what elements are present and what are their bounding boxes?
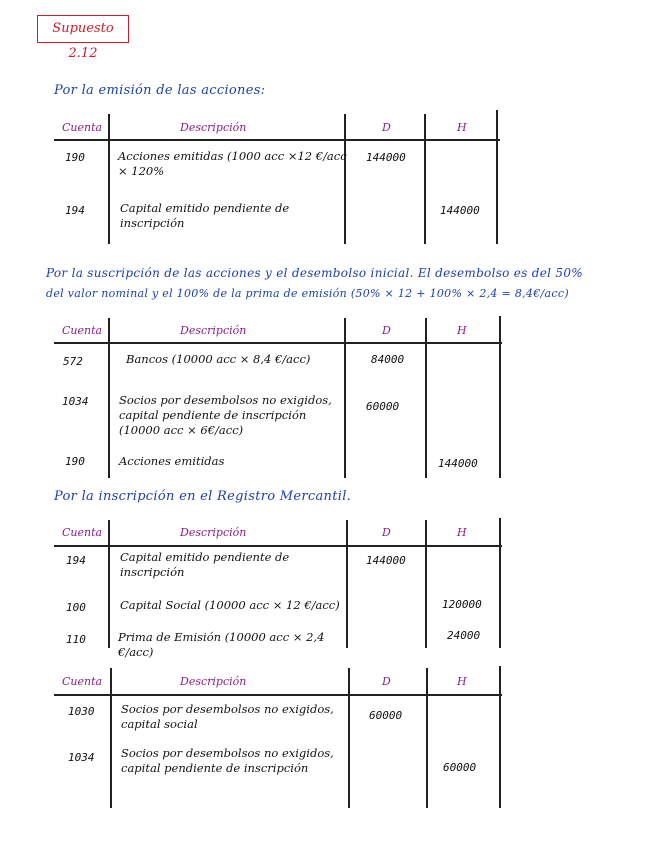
- document-title: Supuesto 2.12: [37, 15, 129, 43]
- table-row-cuenta: 190: [65, 151, 85, 164]
- column-divider: [108, 114, 110, 244]
- column-divider: [108, 318, 110, 478]
- column-divider: [108, 520, 110, 648]
- table-row-cuenta: 110: [66, 633, 86, 646]
- col-header-cuenta: Cuenta: [62, 675, 103, 688]
- table-row-debe: 84000: [371, 353, 405, 366]
- col-header-haber: H: [457, 324, 467, 337]
- header-rule: [54, 139, 500, 141]
- col-header-cuenta: Cuenta: [62, 526, 103, 539]
- col-header-haber: H: [457, 675, 467, 688]
- table-row-cuenta: 194: [65, 204, 85, 217]
- table-row-cuenta: 1030: [68, 705, 95, 718]
- table-row-haber: 60000: [443, 761, 477, 774]
- col-header-debe: D: [382, 526, 391, 539]
- column-divider: [499, 316, 501, 478]
- column-divider: [499, 518, 501, 648]
- col-header-debe: D: [382, 121, 391, 134]
- table-row-cuenta: 190: [65, 455, 85, 468]
- col-header-descripcion: Descripción: [180, 675, 247, 688]
- header-rule: [54, 342, 502, 344]
- column-divider: [425, 520, 427, 648]
- table-row-haber: 120000: [442, 598, 482, 611]
- column-divider: [496, 110, 498, 244]
- column-divider: [110, 668, 112, 808]
- header-rule: [54, 545, 502, 547]
- col-header-descripcion: Descripción: [180, 121, 247, 134]
- table-row-debe: 144000: [366, 151, 406, 164]
- col-header-debe: D: [382, 675, 391, 688]
- section-2-heading-line-2: del valor nominal y el 100% de la prima de emisión (50% × 12 + 100% × 2,4 = 8,4€/acc): [46, 287, 569, 300]
- col-header-haber: H: [457, 121, 467, 134]
- table-row-debe: 60000: [369, 709, 403, 722]
- table-row-descripcion: Capital emitido pendiente de inscripción: [120, 201, 290, 230]
- table-row-descripcion: Capital Social (10000 acc × 12 €/acc): [120, 598, 340, 612]
- table-row-cuenta: 100: [66, 601, 86, 614]
- table-row-descripcion: Acciones emitidas (1000 acc ×12 €/acc × 120%: [118, 149, 347, 178]
- column-divider: [425, 318, 427, 478]
- table-row-descripcion: Bancos (10000 acc × 8,4 €/acc): [126, 352, 311, 366]
- table-row-descripcion: Socios por desembolsos no exigidos, capital social: [121, 702, 334, 731]
- table-row-descripcion: Acciones emitidas: [119, 454, 225, 468]
- col-header-cuenta: Cuenta: [62, 324, 103, 337]
- col-header-debe: D: [382, 324, 391, 337]
- column-divider: [346, 520, 348, 648]
- table-row-haber: 144000: [438, 457, 478, 470]
- table-row-haber: 24000: [447, 629, 481, 642]
- table-row-debe: 60000: [366, 400, 400, 413]
- table-row-cuenta: 572: [63, 355, 83, 368]
- column-divider: [424, 114, 426, 244]
- table-row-debe: 144000: [366, 554, 406, 567]
- col-header-haber: H: [457, 526, 467, 539]
- column-divider: [344, 114, 346, 244]
- col-header-descripcion: Descripción: [180, 526, 247, 539]
- column-divider: [426, 668, 428, 808]
- table-row-descripcion: Capital emitido pendiente de inscripción: [120, 550, 290, 579]
- col-header-cuenta: Cuenta: [62, 121, 103, 134]
- table-row-descripcion: Socios por desembolsos no exigidos, capital pendiente de inscripción: [121, 746, 334, 775]
- section-1-heading: Por la emisión de las acciones:: [54, 83, 266, 98]
- col-header-descripcion: Descripción: [180, 324, 247, 337]
- table-row-descripcion: Socios por desembolsos no exigidos, capital pendiente de inscripción (10000 acc × 6€/acc): [119, 393, 332, 437]
- table-row-cuenta: 1034: [68, 751, 95, 764]
- table-row-cuenta: 194: [66, 554, 86, 567]
- table-row-haber: 144000: [440, 204, 480, 217]
- section-3-heading: Por la inscripción en el Registro Mercantil.: [54, 489, 352, 504]
- table-row-cuenta: 1034: [62, 395, 89, 408]
- column-divider: [348, 668, 350, 808]
- column-divider: [499, 666, 501, 808]
- section-2-heading-line-1: Por la suscripción de las acciones y el desembolso inicial. El desembolso es del 50%: [46, 266, 583, 280]
- header-rule: [54, 694, 502, 696]
- table-row-descripcion: Prima de Emisión (10000 acc × 2,4 €/acc): [118, 630, 325, 659]
